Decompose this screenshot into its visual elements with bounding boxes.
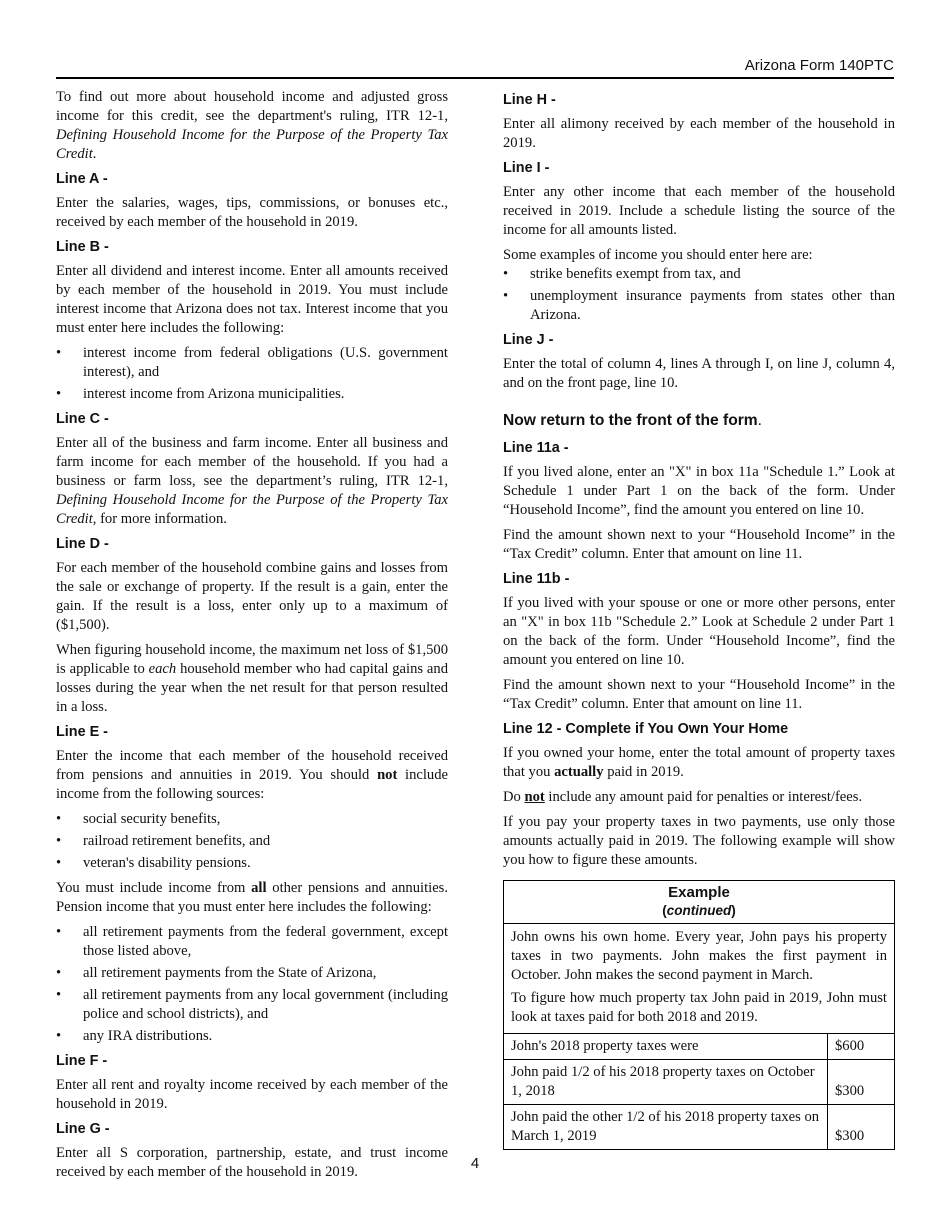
line-12-text: If you owned your home, enter the total amount of property taxes that you actually paid in 2019. <box>503 745 895 780</box>
line-c-heading: Line C - <box>56 411 109 427</box>
line-g-heading: Line G - <box>56 1121 110 1137</box>
table-cell-amount: $300 <box>835 1128 865 1144</box>
line-e-text-2: You must include income from all other pensions and annuities. Pension income that you must enter here includes the following: <box>56 880 448 915</box>
line-f-heading: Line F - <box>56 1053 108 1069</box>
example-text-2: To figure how much property tax John paid in 2019, John must look at taxes paid for both 2018 and 2019. <box>511 990 887 1025</box>
list-item: • all retirement payments from the State of Arizona, <box>56 964 448 983</box>
example-header <box>504 881 894 924</box>
line-b-list <box>56 344 448 404</box>
line-h-heading: Line H - <box>503 92 556 108</box>
table-cell-label: John paid 1/2 of his 2018 property taxes on October 1, 2018 <box>504 1060 828 1104</box>
table-cell-amount: $300 <box>835 1083 865 1099</box>
table-cell-amount: $600 <box>835 1038 865 1054</box>
line-j-heading: Line J - <box>503 332 554 348</box>
return-heading: Now return to the front of the form. <box>503 412 763 429</box>
line-12-heading: Line 12 - Complete if You Own Your Home <box>503 721 789 737</box>
example-body <box>504 924 894 1034</box>
line-11b-heading: Line 11b - <box>503 571 570 587</box>
list-item: • any IRA distributions. <box>56 1027 448 1046</box>
line-a-text: Enter the salaries, wages, tips, commissions, or bonuses etc., received by each member of the household in 2019. <box>56 195 448 230</box>
line-e-text: Enter the income that each member of the household received from pensions and annuities in 2019. You should not include income from the following sources: <box>56 748 448 802</box>
line-j-text: Enter the total of column 4, lines A through I, on line J, column 4, and on the front page, line 10. <box>503 356 895 391</box>
line-i-text-2: Some examples of income you should enter here are: <box>503 247 813 263</box>
line-11b-text-2: Find the amount shown next to your “Household Income” in the “Tax Credit” column. Enter that amount on line 11. <box>503 677 895 712</box>
line-d-text: For each member of the household combine gains and losses from the sale or exchange of property. If the result is a gain, enter the gain. If the result is a loss, enter only up to a maximum of ($1,500). <box>56 560 448 633</box>
line-11a-heading: Line 11a - <box>503 440 569 456</box>
table-row <box>504 1034 894 1059</box>
line-f-text: Enter all rent and royalty income received by each member of the household in 2019. <box>56 1077 448 1112</box>
line-12-text-2: Do not include any amount paid for penalties or interest/fees. <box>503 789 863 805</box>
line-e-heading: Line E - <box>56 724 108 740</box>
table-row <box>504 1059 894 1104</box>
line-g-text: Enter all S corporation, partnership, estate, and trust income received by each member of the household in 2019. <box>56 1145 448 1180</box>
form-header: Arizona Form 140PTC <box>744 57 894 74</box>
list-item: • strike benefits exempt from tax, and <box>503 265 895 284</box>
header-rule <box>56 77 894 79</box>
list-item: • interest income from Arizona municipalities. <box>56 385 448 404</box>
intro-paragraph: To find out more about household income and adjusted gross income for this credit, see the department's ruling, ITR 12-1, Defining Household Income for the Purpose of the Property Tax Credit. <box>56 89 448 162</box>
line-i-text: Enter any other income that each member of the household received in 2019. Include a schedule listing the source of the income for all amounts listed. <box>503 184 895 238</box>
example-subtitle: (continued) <box>662 903 736 918</box>
line-11a-text: If you lived alone, enter an "X" in box 11a "Schedule 1.” Look at Schedule 1 under Part 1 on the back of the form. Under “Household Income”, find the amount you entered on line 10. <box>503 464 895 518</box>
line-b-text: Enter all dividend and interest income. Enter all amounts received by each member of the household in 2019. You must include interest income that Arizona does not tax. Interest income that you must enter here includes the following: <box>56 263 448 336</box>
right-column <box>503 88 895 1150</box>
list-item: • social security benefits, <box>56 810 448 829</box>
line-a-heading: Line A - <box>56 171 108 187</box>
list-item: • railroad retirement benefits, and <box>56 832 448 851</box>
list-item: • all retirement payments from the federal government, except those listed above, <box>56 923 448 961</box>
list-item: • interest income from federal obligations (U.S. government interest), and <box>56 344 448 382</box>
left-column <box>56 88 448 1188</box>
list-item: • unemployment insurance payments from states other than Arizona. <box>503 287 895 325</box>
line-c-text: Enter all of the business and farm income. Enter all business and farm income for each member of the household. If you had a business or farm loss, see the department’s ruling, ITR 12-1, Defining Household Income for the Purpose of the Property Tax Credit, for more information. <box>56 435 448 527</box>
table-cell-label: John paid the other 1/2 of his 2018 property taxes on March 1, 2019 <box>504 1105 828 1149</box>
line-i-heading: Line I - <box>503 160 550 176</box>
line-i-list <box>503 265 895 325</box>
table-row <box>504 1104 894 1149</box>
line-11a-text-2: Find the amount shown next to your “Household Income” in the “Tax Credit” column. Enter that amount on line 11. <box>503 527 895 562</box>
line-11b-text: If you lived with your spouse or one or more other persons, enter an "X" in box 11b "Schedule 2.” Look at Schedule 2 under Part 1 on the back of the form. Under “Household Income”, find the amount you entered on line 10. <box>503 595 895 668</box>
line-d-heading: Line D - <box>56 536 109 552</box>
table-cell-label: John's 2018 property taxes were <box>504 1034 828 1059</box>
list-item: • veteran's disability pensions. <box>56 854 448 873</box>
example-box <box>503 880 895 1150</box>
line-d-text-2: When figuring household income, the maximum net loss of $1,500 is applicable to each household member who had capital gains and losses during the year when the net result for that person resulted in a loss. <box>56 642 448 715</box>
line-b-heading: Line B - <box>56 239 109 255</box>
example-text: John owns his own home. Every year, John pays his property taxes in two payments. John makes the first payment in October. John makes the second payment in March. <box>511 929 887 983</box>
page-number: 4 <box>470 1155 480 1172</box>
example-title: Example <box>668 884 730 901</box>
line-h-text: Enter all alimony received by each member of the household in 2019. <box>503 116 895 151</box>
list-item: • all retirement payments from any local government (including police and school districts), and <box>56 986 448 1024</box>
line-e-exclusions-list <box>56 810 448 873</box>
line-e-inclusions-list <box>56 923 448 1046</box>
line-12-text-3: If you pay your property taxes in two payments, use only those amounts actually paid in 2019. The following example will show you how to figure these amounts. <box>503 814 895 868</box>
